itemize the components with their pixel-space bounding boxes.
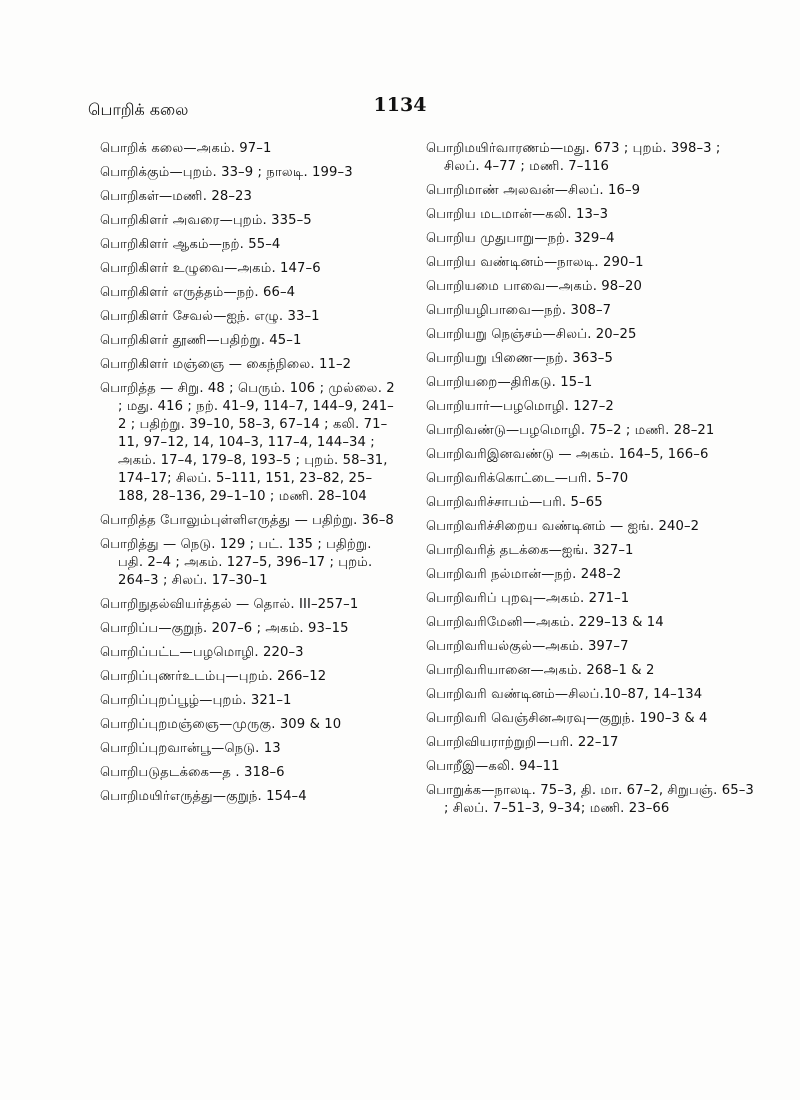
index-entry: பொறிவரிமேனி—அகம். 229–13 & 14 <box>426 615 664 630</box>
index-entry: பொறிவியராற்றுறி—பரி. 22–17 <box>426 735 619 750</box>
index-entry: பொறிப்புணர்உடம்பு—புறம். 266–12 <box>100 669 327 684</box>
index-entry: பொறிவரிச்சிறைய வண்டினம் — ஐங். 240–2 <box>426 519 700 534</box>
index-entry: பொறிவரிப் புறவு—அகம். 271–1 <box>426 591 630 606</box>
index-entry: பொறிக்கும்—புறம். 33–9 ; நாலடி. 199–3 <box>100 165 353 180</box>
index-entry: பொறிகிளர் சேவல்—ஐந். எழு. 33–1 <box>100 309 320 324</box>
index-entry: பொறியமை பாவை—அகம். 98–20 <box>426 279 642 294</box>
index-entry: பொறிப்புறவான்பூ—நெடு. 13 <box>100 741 281 756</box>
left-column <box>100 140 400 812</box>
index-entry: பொறிவரிச்சாபம்—பரி. 5–65 <box>426 495 603 510</box>
index-entry: பொறியறு நெஞ்சம்—சிலப். 20–25 <box>426 327 637 342</box>
index-entry: பொறிக் கலை—அகம். 97–1 <box>100 141 272 156</box>
index-entry: பொறிமயிர்எருத்து—குறுந். 154–4 <box>100 789 307 804</box>
index-entry: பொறிவரி வெஞ்சினஅரவு—குறுந். 190–3 & 4 <box>426 711 708 726</box>
index-entry: பொறிவரிக்கொட்டை—பரி. 5–70 <box>426 471 629 486</box>
index-entry: பொறித்த — சிறு. 48 ; பெரும். 106 ; முல்லை. 2 ; மது. 416 ; நற். 41–9, 114–7, 144–9, 241–2 ; பதிற்று. 39–10, 58–3, 67–14 ; கலி. 71–11, 97–12, 14, 104–3, 117–4, 144–34 ; அகம். 17–4, 179–8, 193–5 ; புறம். 58–31, 174–17; சிலப். 5–111, 151, 23–82, 25–188, 28–136, 29–1–10 ; மணி. 28–104 <box>100 381 395 504</box>
index-entry: பொறிகிளர் மஞ்ஞை — கைந்நிலை. 11–2 <box>100 357 352 372</box>
index-entry: பொறிமயிர்வாரணம்—மது. 673 ; புறம். 398–3 ; சிலப். 4–77 ; மணி. 7–116 <box>426 141 721 174</box>
index-entry: பொறியறு பிணை—நற். 363–5 <box>426 351 613 366</box>
index-entry: பொறித்து — நெடு. 129 ; பட். 135 ; பதிற்று. பதி. 2–4 ; அகம். 127–5, 396–17 ; புறம். 264–3 ; சிலப். 17–30–1 <box>100 537 373 588</box>
right-column <box>426 140 756 824</box>
index-entry: பொறிவரி நல்மான்—நற். 248–2 <box>426 567 622 582</box>
index-entry: பொறிகள்—மணி. 28–23 <box>100 189 253 204</box>
index-entry: பொறிவரியல்குல்—அகம். 397–7 <box>426 639 629 654</box>
index-entry: பொறிய முதுபாறு—நற். 329–4 <box>426 231 615 246</box>
page-header <box>88 94 712 128</box>
index-entry: பொறிகிளர் எருத்தம்—நற். 66–4 <box>100 285 296 300</box>
index-entry: பொறிவரியானை—அகம். 268–1 & 2 <box>426 663 655 678</box>
index-entry: பொறிகிளர் தூணி—பதிற்று. 45–1 <box>100 333 302 348</box>
index-entry: பொறிவரித் தடக்கை—ஐங். 327–1 <box>426 543 634 558</box>
index-entry: பொறியழிபாவை—நற். 308–7 <box>426 303 612 318</box>
index-entry: பொறிவரி வண்டினம்—சிலப்.10–87, 14–134 <box>426 687 703 702</box>
index-entry: பொறிப்ப—குறுந். 207–6 ; அகம். 93–15 <box>100 621 349 636</box>
index-entry: பொறுக்க—நாலடி. 75–3, தி. மா. 67–2, சிறுபஞ். 65–3 ; சிலப். 7–51–3, 9–34; மணி. 23–66 <box>426 783 754 816</box>
index-entry: பொறிய வண்டினம்—நாலடி. 290–1 <box>426 255 644 270</box>
index-entry: பொறியார்—பழமொழி. 127–2 <box>426 399 614 414</box>
index-entry: பொறிவரிஇனவண்டு — அகம். 164–5, 166–6 <box>426 447 709 462</box>
index-entry: பொறிமாண் அலவன்—சிலப். 16–9 <box>426 183 641 198</box>
index-entry: பொறிய மடமான்—கலி. 13–3 <box>426 207 609 222</box>
index-entry: பொறிகிளர் ஆகம்—நற். 55–4 <box>100 237 281 252</box>
index-entry: பொறிகிளர் உழுவை—அகம். 147–6 <box>100 261 321 276</box>
index-entry: பொறிப்புறப்பூழ்—புறம். 321–1 <box>100 693 292 708</box>
index-entry: பொறிப்புறமஞ்ஞை—முருகு. 309 & 10 <box>100 717 342 732</box>
index-entry: பொறிநுதல்வியர்த்தல் — தொல். III–257–1 <box>100 597 359 612</box>
index-entry: பொறீஇ—கலி. 94–11 <box>426 759 560 774</box>
index-entry: பொறிகிளர் அவரை—புறம். 335–5 <box>100 213 312 228</box>
index-entry: பொறியறை—திரிகடு. 15–1 <box>426 375 593 390</box>
index-entry: பொறித்த போலும்புள்ளிஎருத்து — பதிற்று. 36–8 <box>100 513 394 528</box>
index-entry: பொறிபடுதடக்கை—த . 318–6 <box>100 765 285 780</box>
page-number: 1134 <box>373 94 427 116</box>
index-entry: பொறிப்பட்ட—பழமொழி. 220–3 <box>100 645 304 660</box>
index-entry: பொறிவண்டு—பழமொழி. 75–2 ; மணி. 28–21 <box>426 423 715 438</box>
running-head: பொறிக் கலை <box>88 100 189 119</box>
